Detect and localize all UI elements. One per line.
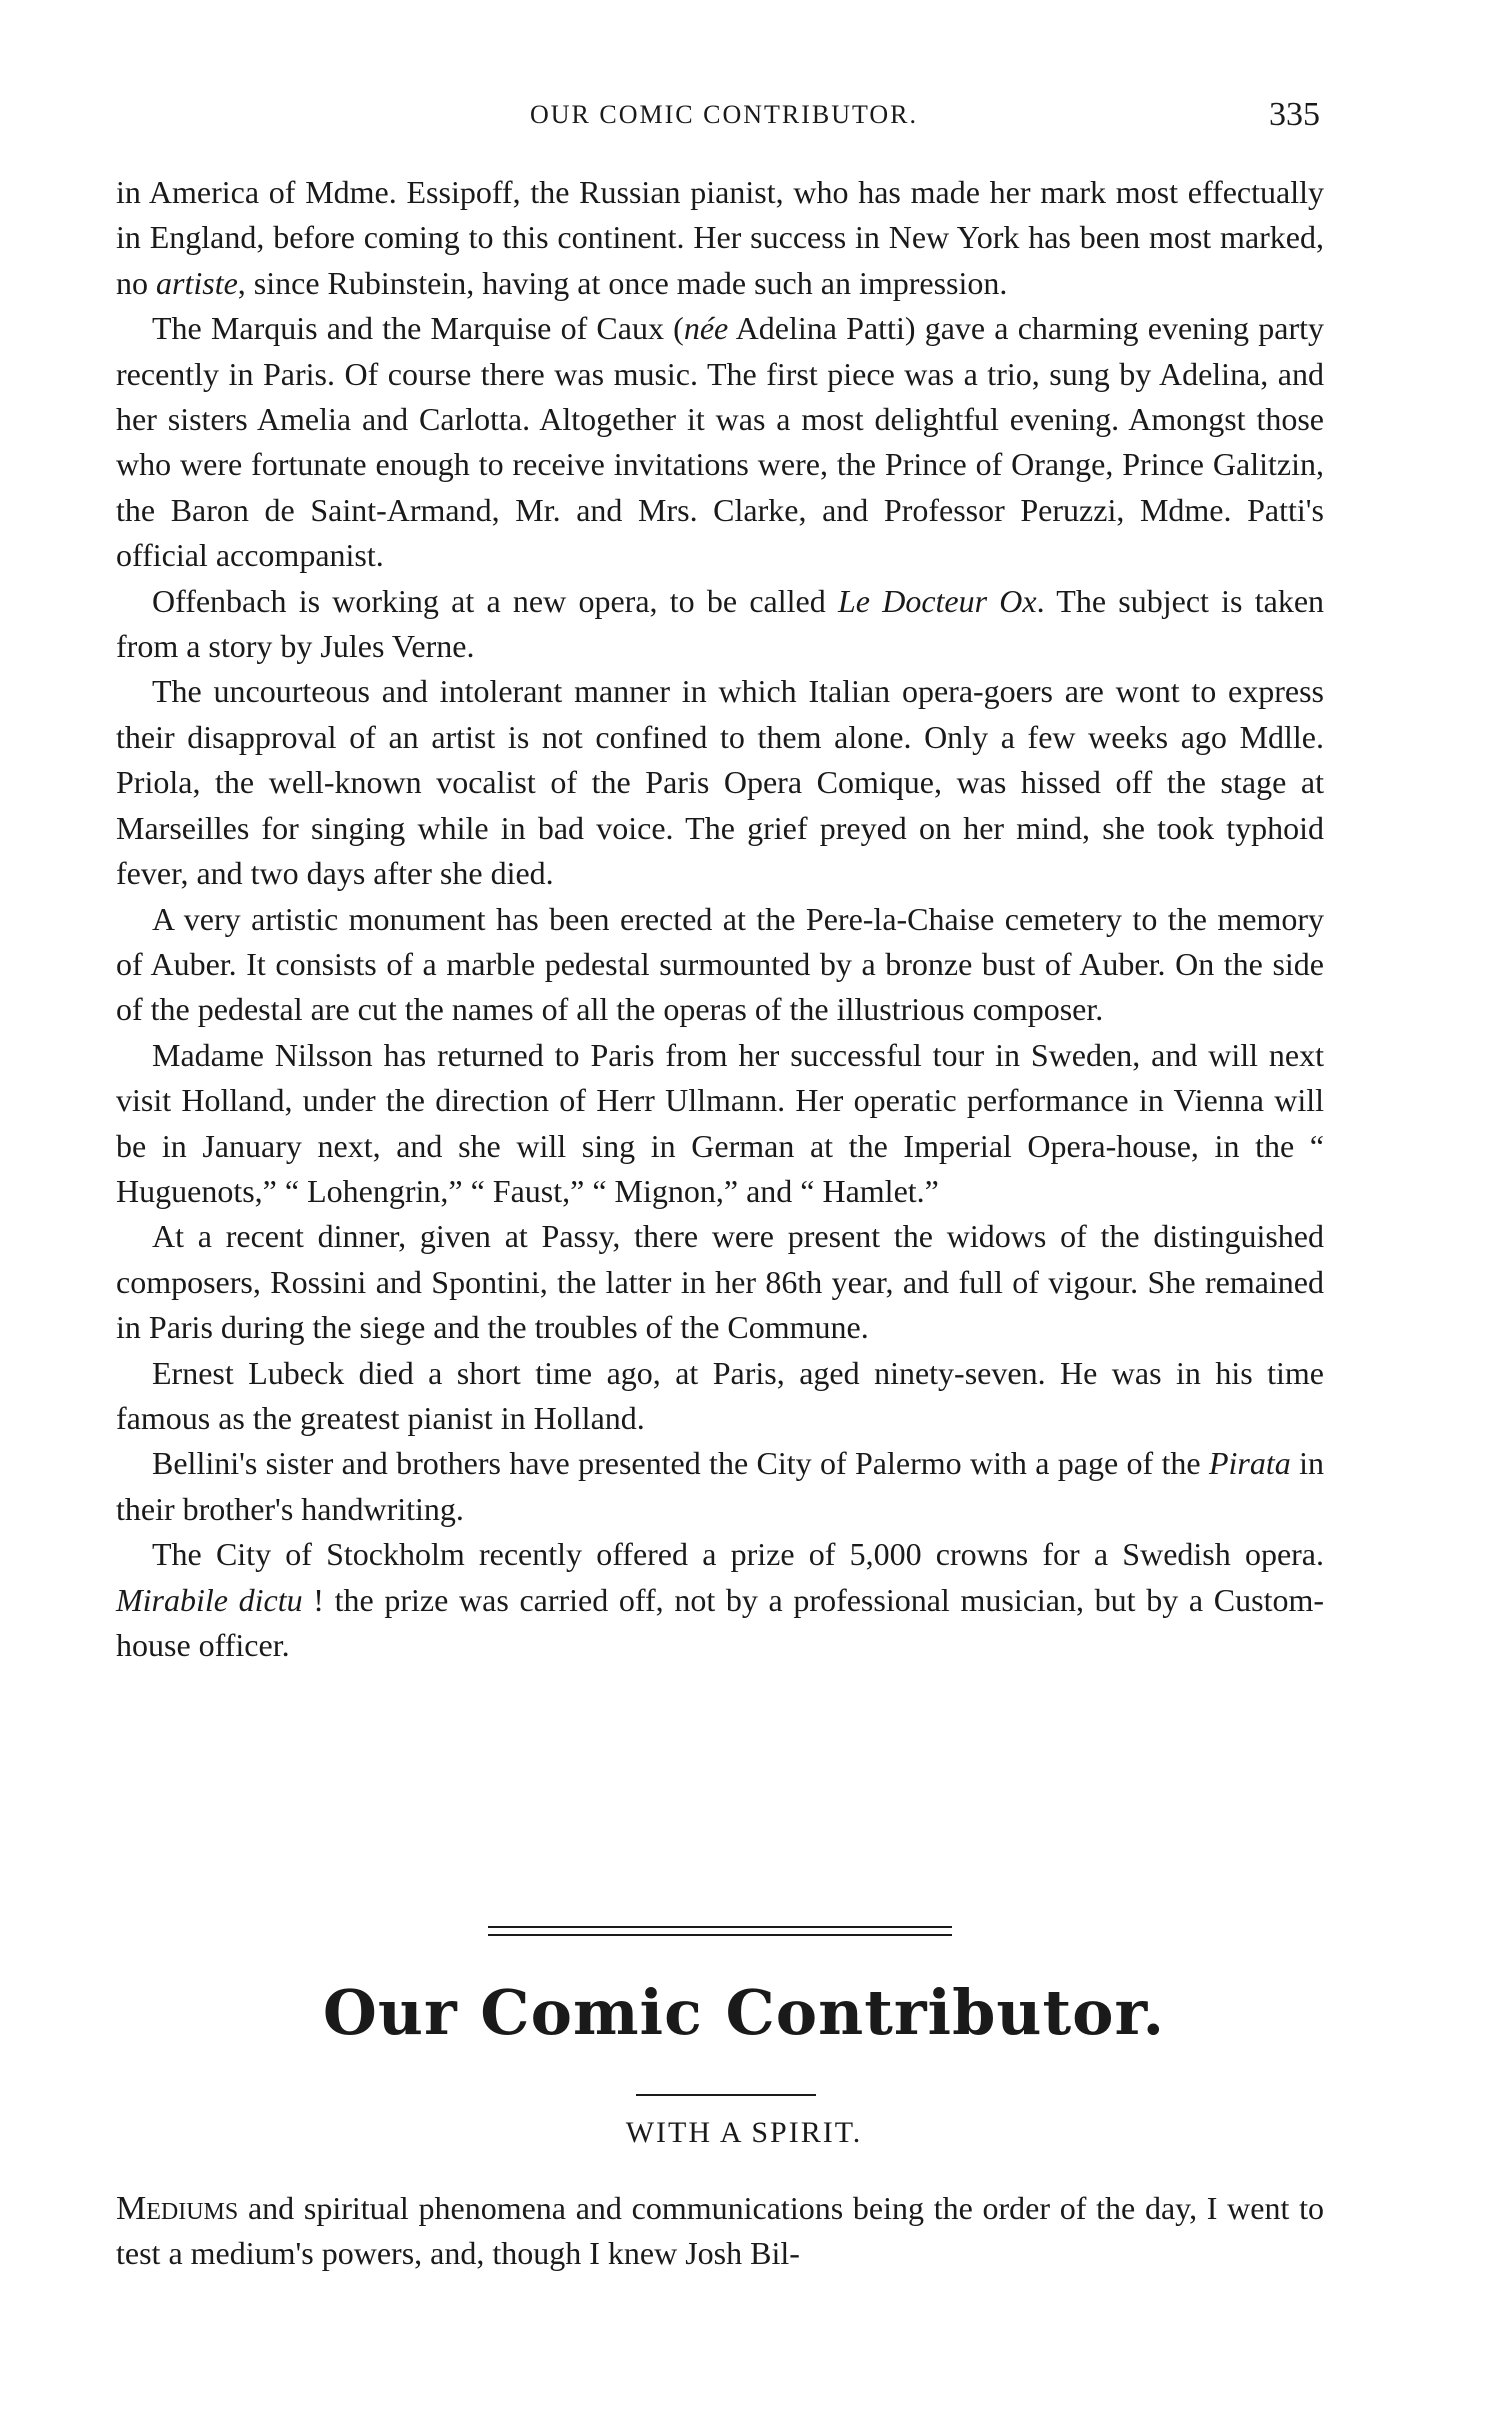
news-paragraph: [116, 306, 1324, 578]
paragraph-text: Adelina Patti) gave a charming evening party recently in Paris. Of course there was music. The first piece was a trio, sung by Adelina, and her sisters Amelia and Carlotta. Altogether it was a most delightful evening. Amongst those who were fortunate enough to receive invitations were, the Prince of Orange, Prince Galitzin, the Baron de Saint-Armand, Mr. and Mrs. Clarke, and Professor Peruzzi, Mdme. Patti's official accompanist.: [116, 310, 1325, 574]
paragraph-text: The Marquis and the Marquise of Caux (: [152, 310, 684, 347]
running-title: OUR COMIC CONTRIBUTOR.: [529, 100, 919, 129]
paragraph-text: The City of Stockholm recently offered a prize of 5,000 crowns for a Swedish opera.: [152, 1536, 1324, 1573]
news-paragraph: [116, 579, 1324, 670]
paragraph-text: Madame Nilsson has returned to Paris from her successful tour in Sweden, and will next visit Holland, under the direction of Herr Ullmann. Her operatic performance in Vienna will be in January next, and she will sing in German at the Imperial Opera-house, in the “ Huguenots,” “ Lohengrin,” “ Faust,” “ Mignon,” and “ Hamlet.”: [116, 1036, 1324, 1209]
page-number: 335: [1269, 96, 1320, 133]
news-column: [116, 170, 1324, 1668]
italic-text: Pirata: [1208, 1445, 1291, 1482]
story-first-word: Mediums: [116, 2190, 239, 2227]
paragraph-text: A very artistic monument has been erected at the Pere-la-Chaise cemetery to the memory of Auber. It consists of a marble pedestal surmounted by a bronze bust of Auber. On the side of the pedestal are cut the names of all the operas of the illustrious composer.: [116, 900, 1324, 1028]
paragraph-text: The uncourteous and intolerant manner in which Italian opera-goers are wont to express their disapproval of an artist is not confined to them alone. Only a few weeks ago Mdlle. Priola, the well-known vocalist of the Paris Opera Comique, was hissed off the stage at Marseilles for singing while in bad voice. The grief preyed on her mind, she took typhoid fever, and two days after she died.: [116, 673, 1324, 892]
italic-text: née: [683, 310, 729, 347]
news-paragraph: [116, 1214, 1324, 1350]
paragraph-text: Ernest Lubeck died a short time ago, at Paris, aged ninety-seven. He was in his time famous as the greatest pianist in Holland.: [116, 1354, 1324, 1436]
paragraph-text: . The subject is taken from a story by Jules Verne.: [116, 582, 1325, 665]
paragraph-text: Bellini's sister and brothers have presented the City of Palermo with a page of the: [152, 1445, 1209, 1482]
news-paragraph: [116, 1351, 1324, 1442]
paragraph-text: At a recent dinner, given at Passy, there were present the widows of the distinguished composers, Rossini and Spontini, the latter in her 86th year, and full of vigour. She remained in Paris during the siege and the troubles of the Commune.: [116, 1218, 1324, 1346]
story-body-text: and spiritual phenomena and communications being the order of the day, I went to test a medium's powers, and, though I knew Josh Bil-: [116, 2190, 1324, 2272]
news-paragraph: [116, 1033, 1324, 1215]
italic-text: artiste: [156, 264, 238, 301]
news-paragraph: [116, 897, 1324, 1033]
italic-text: Mirabile dictu: [116, 1581, 303, 1618]
paragraph-text: Offenbach is working at a new opera, to be called: [152, 582, 838, 619]
news-paragraph: [116, 1441, 1324, 1532]
double-rule-divider: [488, 1926, 952, 1936]
paragraph-text: ! the prize was carried off, not by a professional musician, but by a Custom-house officer.: [116, 1581, 1325, 1663]
story-opening: [116, 2186, 1324, 2277]
news-paragraph: [116, 170, 1324, 306]
paragraph-text: in America of Mdme. Essipoff, the Russian pianist, who has made her mark most effectually in England, before coming to this continent. Her success in New York has been most marked, no: [116, 174, 1324, 301]
short-rule-divider: [636, 2094, 816, 2096]
story-paragraph: [116, 2186, 1324, 2277]
news-paragraph: [116, 669, 1324, 896]
italic-text: Le Docteur Ox: [837, 582, 1037, 619]
story-title: WITH A SPIRIT.: [625, 2116, 863, 2149]
paragraph-text: in their brother's handwriting.: [116, 1445, 1325, 1527]
news-paragraph: [116, 1532, 1324, 1668]
running-head: [118, 96, 1330, 140]
section-heading: Our Comic Contributor.: [322, 1976, 1166, 2049]
paragraph-text: , since Rubinstein, having at once made such an impression.: [237, 264, 1008, 301]
